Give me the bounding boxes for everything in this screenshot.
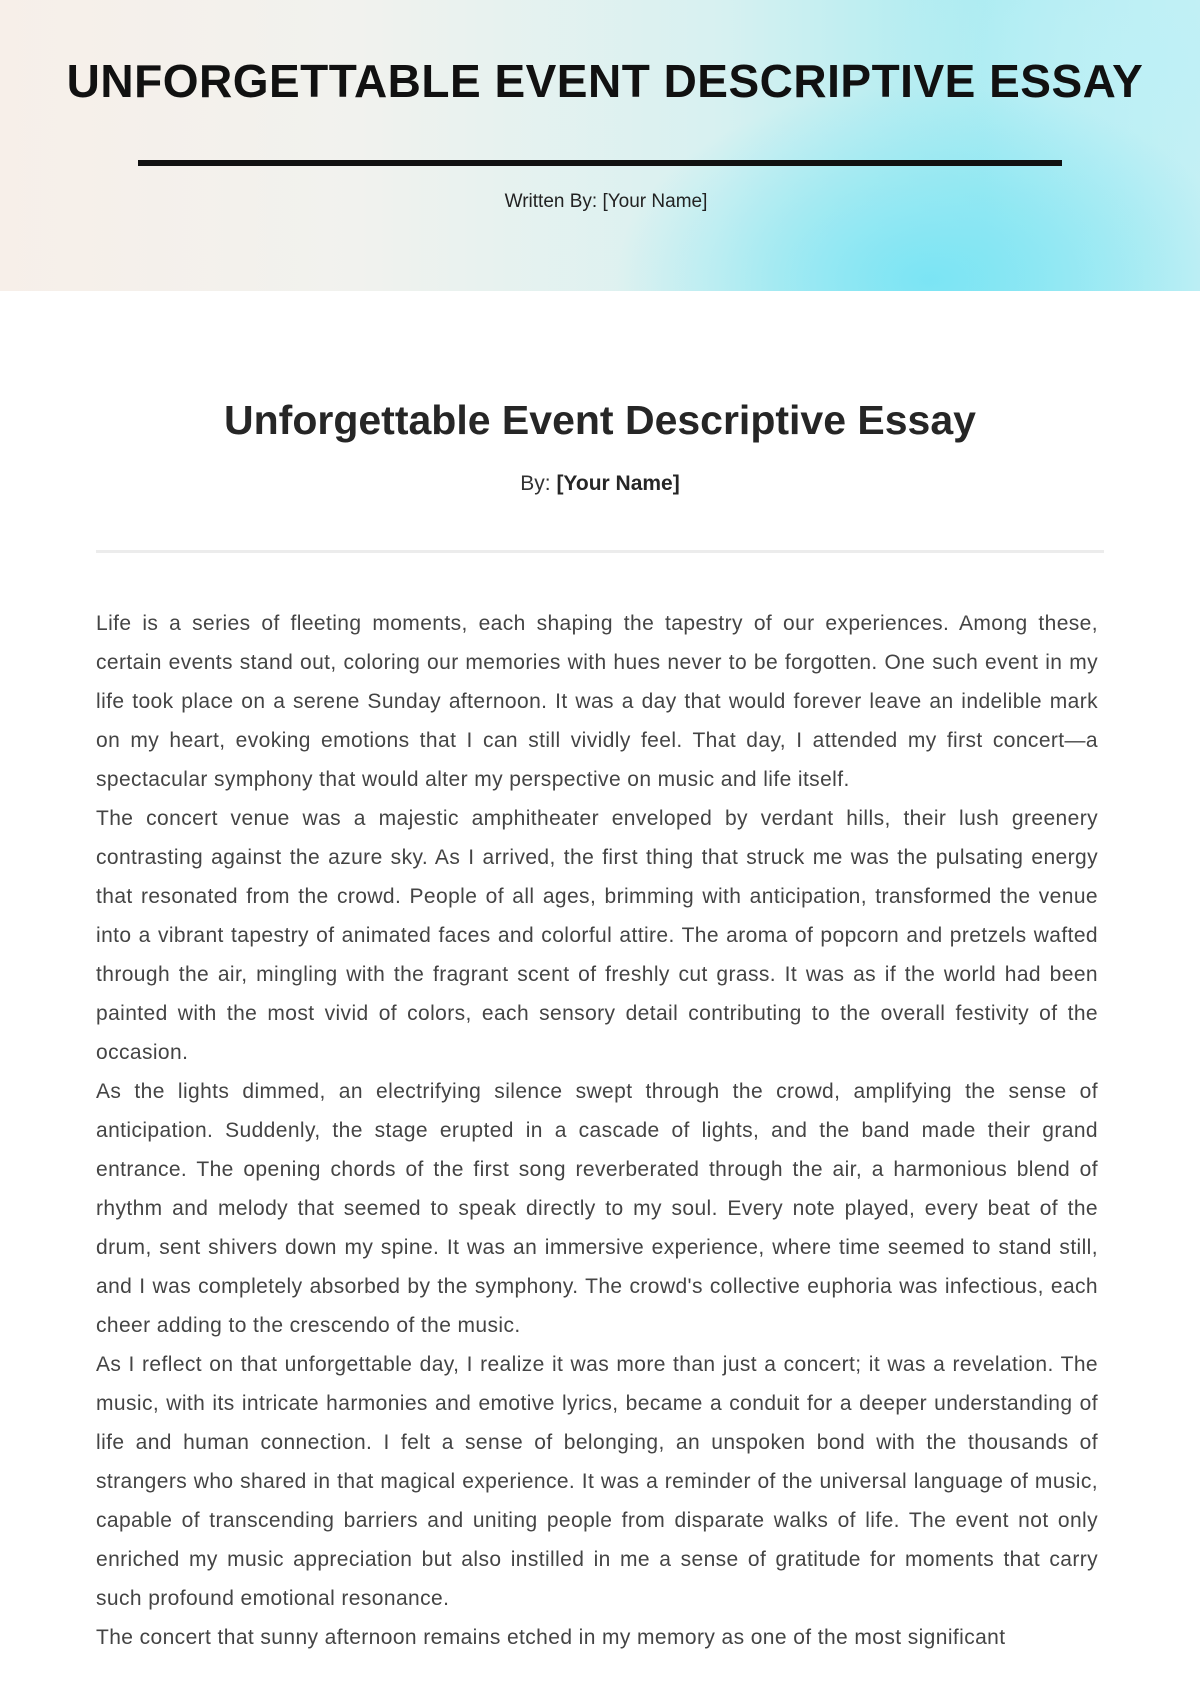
byline-author: [Your Name] [556,472,680,495]
essay-body [96,604,1098,1657]
essay-byline [0,472,1200,496]
essay-divider [96,550,1104,553]
essay-paragraph-1: Life is a series of fleeting moments, each shaping the tapestry of our experiences. Among these, certain events stand out, coloring our memories with hues never to be forgotten. One such event in my life took place on a serene Sunday afternoon. It was a day that would forever leave an indelible mark on my heart, evoking emotions that I can still vividly feel. That day, I attended my first concert—a spectacular symphony that would alter my perspective on music and life itself. [96,612,1098,791]
essay-paragraph-2: The concert venue was a majestic amphitheater enveloped by verdant hills, their lush greenery contrasting against the azure sky. As I arrived, the first thing that struck me was the pulsating energy that resonated from the crowd. People of all ages, brimming with anticipation, transformed the venue into a vibrant tapestry of animated faces and colorful attire. The aroma of popcorn and pretzels wafted through the air, mingling with the fragrant scent of freshly cut grass. It was as if the world had been painted with the most vivid of colors, each sensory detail contributing to the overall festivity of the occasion. [96,807,1098,1064]
essay-title: Unforgettable Event Descriptive Essay [224,397,976,443]
byline-label: By: [520,472,551,495]
header-banner [0,0,1200,291]
essay-paragraph-5: The concert that sunny afternoon remains etched in my memory as one of the most significant [96,1626,1006,1649]
essay-paragraph-3: As the lights dimmed, an electrifying silence swept through the crowd, amplifying the sense of anticipation. Suddenly, the stage erupted in a cascade of lights, and the band made their grand entrance. The opening chords of the first song reverberated through the air, a harmonious blend of rhythm and melody that seemed to speak directly to my soul. Every note played, every beat of the drum, sent shivers down my spine. It was an immersive experience, where time seemed to stand still, and I was completely absorbed by the symphony. The crowd's collective euphoria was infectious, each cheer adding to the crescendo of the music. [96,1080,1098,1337]
banner-title: UNFORGETTABLE EVENT DESCRIPTIVE ESSAY [66,55,1144,107]
banner-rule [138,160,1062,166]
banner-byline: Written By: [Your Name] [504,191,708,212]
essay-paragraph-4: As I reflect on that unforgettable day, I realize it was more than just a concert; it was a revelation. The music, with its intricate harmonies and emotive lyrics, became a conduit for a deeper understanding of life and human connection. I felt a sense of belonging, an unspoken bond with the thousands of strangers who shared in that magical experience. It was a reminder of the universal language of music, capable of transcending barriers and uniting people from disparate walks of life. The event not only enriched my music appreciation but also instilled in me a sense of gratitude for moments that carry such profound emotional resonance. [96,1353,1098,1610]
